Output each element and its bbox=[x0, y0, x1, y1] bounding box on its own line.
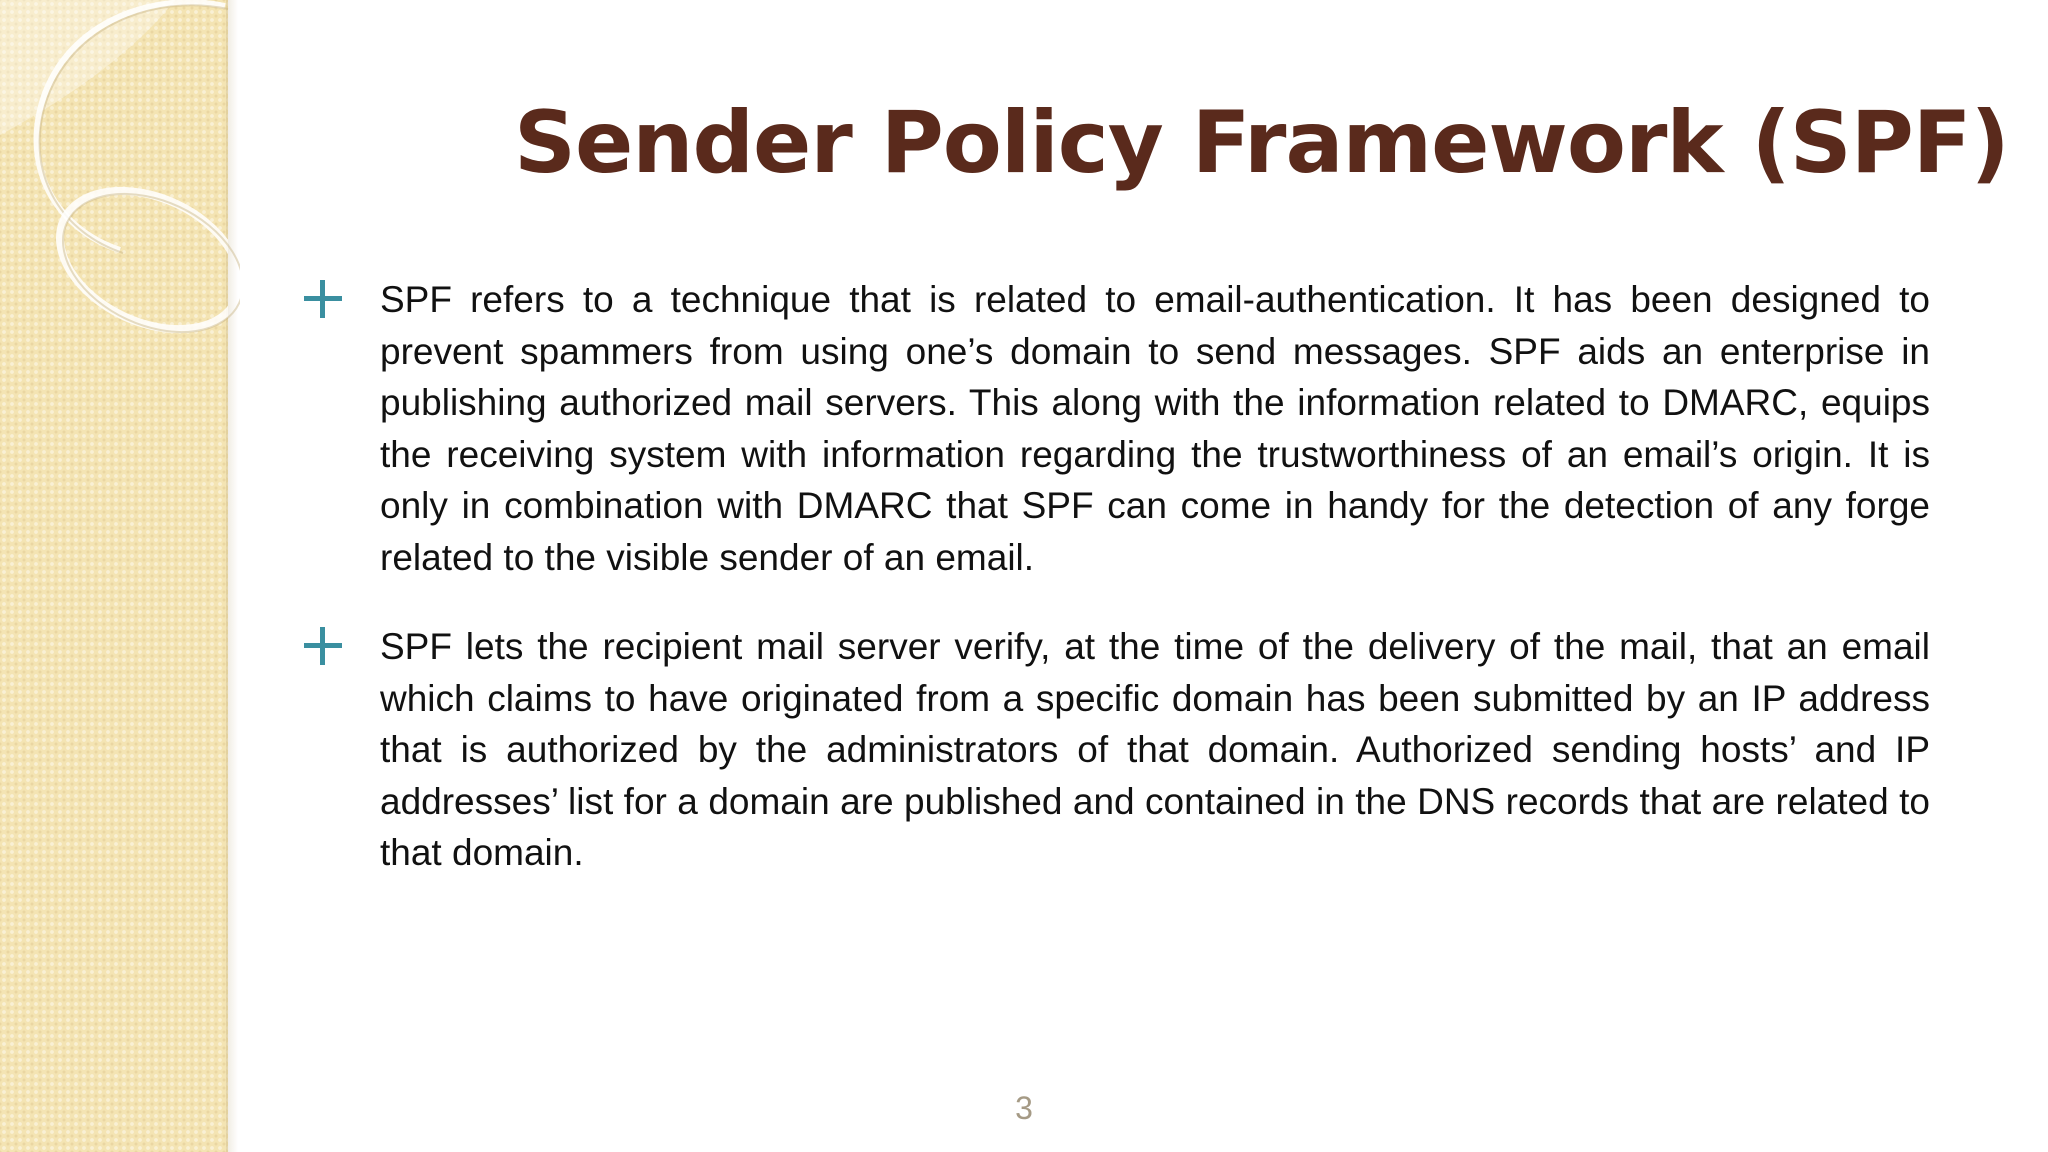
plus-icon bbox=[304, 627, 342, 665]
plus-icon bbox=[304, 280, 342, 318]
decorative-swirl-graphic bbox=[0, 0, 240, 400]
side-band-shadow bbox=[228, 0, 238, 1152]
decorative-side-band bbox=[0, 0, 228, 1152]
bullet-list bbox=[296, 274, 1930, 917]
slide-title: Sender Policy Framework (SPF) bbox=[514, 93, 2009, 193]
page-number: 3 bbox=[1015, 1090, 1033, 1126]
bullet-text: SPF lets the recipient mail server verify, at the time of the delivery of the mail, that an email which claims to have originated from a specific domain has been submitted by an IP address that is authorized by the administrators of that domain. Authorized sending hosts’ and IP addresses’ list for a domain are published and contained in the DNS records that are related to that domain. bbox=[380, 626, 1930, 873]
bullet-item bbox=[296, 621, 1930, 879]
bullet-item bbox=[296, 274, 1930, 583]
bullet-text: SPF refers to a technique that is related to email-authentication. It has been designed to prevent spammers from using one’s domain to send messages. SPF aids an enterprise in publishing authorized mail servers. This along with the information related to DMARC, equips the receiving system with information regarding the trustworthiness of an email’s origin. It is only in combination with DMARC that SPF can come in handy for the detection of any forge related to the visible sender of an email. bbox=[380, 279, 1930, 578]
